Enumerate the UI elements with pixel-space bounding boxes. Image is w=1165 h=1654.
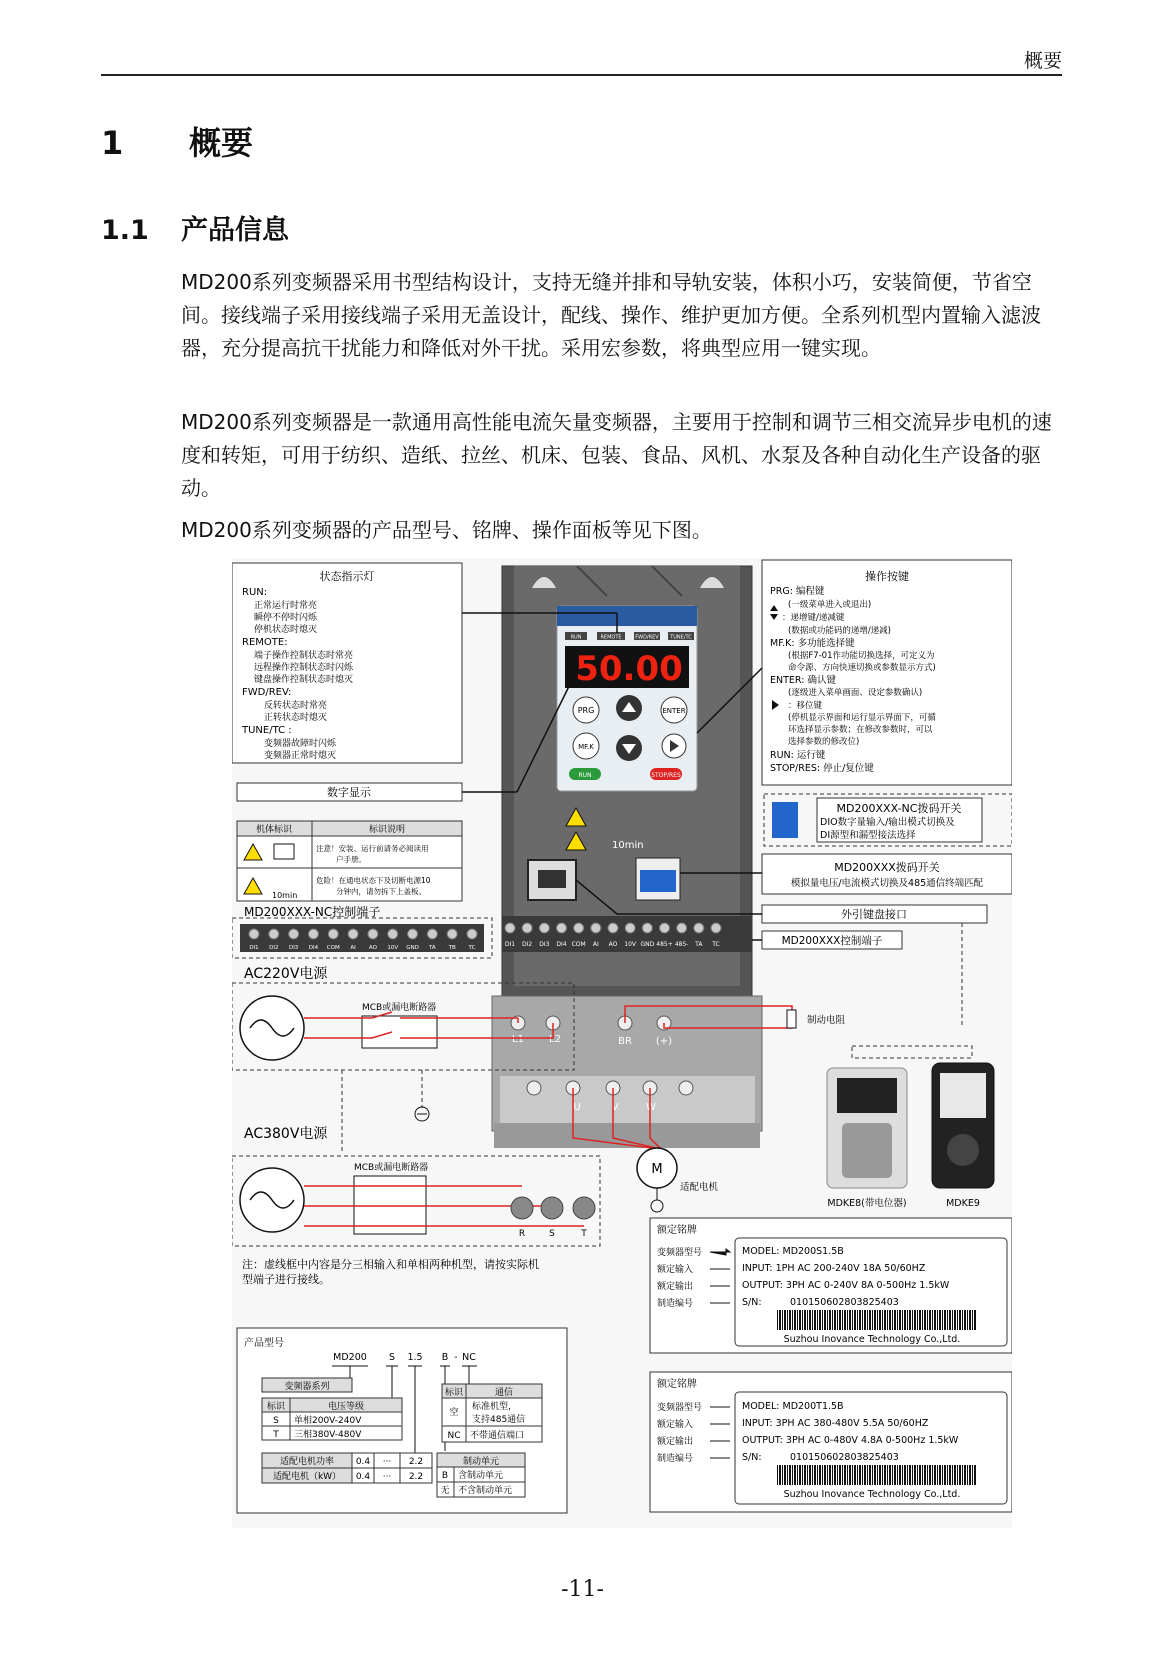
- terminal-screw: [557, 923, 567, 933]
- status-line: FWD/REV:: [242, 687, 292, 698]
- terminal-screw: [249, 929, 259, 939]
- power-cell: ···: [382, 1457, 392, 1467]
- status-line: RUN:: [242, 587, 268, 598]
- terminal-screw: [591, 923, 601, 933]
- terminal-label: TA: [429, 945, 436, 951]
- status-line: 正转状态时熄灭: [264, 713, 328, 723]
- model-title: 产品型号: [244, 1338, 284, 1349]
- brake-resistor-icon: [787, 1010, 796, 1028]
- keys-line: (一级菜单进入或退出): [788, 600, 872, 610]
- led-fwd-label: FWD/REV: [635, 634, 659, 641]
- power-cell: 适配电机功率: [279, 1457, 335, 1467]
- np1-company: Suzhou Inovance Technology Co.,Ltd.: [783, 1334, 961, 1345]
- terminal-screw: [289, 929, 299, 939]
- keys-line: 选择参数的修改位): [788, 737, 860, 747]
- model-code-box: [237, 1328, 567, 1513]
- status-line: 键盘操作控制状态时熄灭: [254, 675, 354, 685]
- mark-10min: 10min: [272, 891, 298, 900]
- mark-table: [237, 821, 462, 901]
- status-line: 反转状态时常亮: [264, 701, 328, 711]
- nameplate-2: [650, 1372, 1012, 1512]
- np2-output: OUTPUT: 3PH AC 0-480V 4.8A 0-500Hz 1.5kW: [742, 1435, 959, 1446]
- terminal-label: COM: [571, 941, 586, 948]
- chapter-title: [101, 118, 253, 164]
- terminal-screw: [447, 929, 457, 939]
- volt-cell: 单相200V-240V: [294, 1416, 362, 1426]
- keypad-panel: [557, 606, 697, 791]
- term-l2: L2: [549, 1034, 561, 1045]
- terminal-screw: [308, 929, 318, 939]
- terminal-label: DI4: [556, 941, 567, 948]
- product-diagram: [232, 558, 1012, 1528]
- power-cell: 2.2: [408, 1472, 424, 1482]
- terminal-label: DI4: [308, 945, 319, 951]
- keys-line: (数据或功能码的递增/递减): [788, 626, 891, 636]
- terminal-screw: [388, 929, 398, 939]
- np1-input: INPUT: 1PH AC 200-240V 18A 50/60HZ: [742, 1263, 926, 1274]
- np1-label: 额定输出: [657, 1282, 694, 1292]
- mark-row1b: 户手册。: [336, 855, 366, 864]
- model-code: 1.5: [407, 1352, 423, 1363]
- nameplate-1: [650, 1218, 1012, 1353]
- keypad-mdke8: [827, 1068, 907, 1188]
- mark-row2: 危险！在通电状态下及切断电源10: [316, 876, 431, 885]
- np2-label: 额定输出: [657, 1437, 694, 1447]
- comm-cell: 不带通信端口: [470, 1431, 525, 1441]
- stop-key[interactable]: STOP/RES: [651, 772, 681, 779]
- body-10min: 10min: [612, 840, 644, 851]
- keys-line: 环选择显示参数；在修改参数时，可以: [788, 725, 933, 735]
- digital-display-label: 数字显示: [327, 786, 371, 799]
- terminal-screw: [608, 923, 618, 933]
- np1-title: 额定铭牌: [657, 1225, 697, 1236]
- terminal-label: GND: [406, 945, 419, 951]
- terminal-label: DI1: [249, 945, 259, 951]
- header-section: 概要: [1023, 50, 1062, 72]
- status-line: TUNE/TC :: [242, 725, 292, 736]
- dip-line: 模拟量电压/电流模式切换及485通信终端匹配: [790, 878, 984, 889]
- status-line: 瞬停不停时闪烁: [254, 613, 318, 623]
- brake-cell: 含制动单元: [458, 1471, 504, 1481]
- model-code: B: [441, 1352, 449, 1363]
- comm-h1: 标识: [444, 1388, 464, 1398]
- comm-cell: NC: [447, 1431, 461, 1441]
- terminal-label: 10V: [624, 941, 637, 948]
- term-br: BR: [618, 1036, 632, 1047]
- status-line: 变频器正常时熄灭: [264, 751, 337, 761]
- np1-label: 额定输入: [657, 1265, 694, 1275]
- volt-cell: T: [273, 1430, 279, 1440]
- nc-dip-title: MD200XXX-NC拨码开关: [836, 802, 962, 815]
- enter-key[interactable]: ENTER: [662, 707, 686, 715]
- mcb2-label: MCB或漏电断路器: [354, 1163, 429, 1173]
- np2-label: 制造编号: [657, 1454, 694, 1464]
- terminal-label: TC: [712, 941, 720, 948]
- terminal-screw: [694, 923, 704, 933]
- term-r: R: [518, 1229, 526, 1239]
- brake-cell: 无: [440, 1486, 450, 1496]
- ac380-label: AC380V电源: [244, 1126, 328, 1142]
- terminal-screw: [348, 929, 358, 939]
- power-cell: 0.4: [355, 1472, 371, 1482]
- terminal-screw: [328, 929, 338, 939]
- section-title: [101, 208, 289, 247]
- terminal-label: TB: [448, 945, 456, 951]
- chapter-number: 1: [101, 124, 124, 162]
- keys-line: PRG: 编程键: [770, 586, 825, 597]
- terminal-screw: [467, 929, 477, 939]
- power-cell: ···: [382, 1472, 392, 1482]
- model-code: NC: [462, 1352, 476, 1363]
- np2-sn-label: S/N:: [742, 1452, 762, 1463]
- brake-title: 制动单元: [462, 1457, 500, 1467]
- terminal-screw: [368, 929, 378, 939]
- power-cell: 0.4: [355, 1457, 371, 1467]
- led-run-label: RUN: [570, 634, 582, 641]
- np1-label: 制造编号: [657, 1299, 694, 1309]
- status-line: 远程操作控制状态时闪烁: [254, 663, 354, 673]
- nc-terminal-label: MD200XXX-NC控制端子: [244, 905, 381, 919]
- page-header: [101, 44, 1062, 76]
- terminal-screw: [660, 923, 670, 933]
- terminal-label: AI: [350, 945, 356, 951]
- brake-res-label: 制动电阻: [807, 1015, 846, 1026]
- terminal-screw: [677, 923, 687, 933]
- terminal-label: DI2: [269, 945, 279, 951]
- term-t: T: [581, 1229, 587, 1239]
- model-code: -: [454, 1352, 458, 1363]
- mcb1-label: MCB或漏电断路器: [362, 1003, 437, 1013]
- term-v: V: [611, 1102, 619, 1113]
- terminal-label: AI: [592, 941, 599, 948]
- paragraph-2: MD200系列变频器是一款通用高性能电流矢量变频器，主要用于控制和调节三相交流异步电机的速度和转矩，可用于纺织、造纸、拉丝、机床、包装、食品、风机、水泵及各种自动化生产设备的驱动。: [181, 410, 1052, 500]
- power-cell: 适配电机（kW）: [272, 1472, 342, 1482]
- keys-line: ：移位键: [788, 701, 823, 711]
- motor-symbol: M: [651, 1162, 663, 1177]
- terminal-label: 485-: [674, 941, 689, 948]
- terminal-screw: [625, 923, 635, 933]
- led-remote-label: REMOTE: [600, 634, 622, 641]
- terminal-screw: [642, 923, 652, 933]
- volt-h1: 标识: [266, 1402, 286, 1412]
- np2-model: MODEL: MD200T1.5B: [742, 1401, 844, 1412]
- volt-h2: 电压等级: [327, 1402, 365, 1412]
- np2-title: 额定铭牌: [657, 1379, 697, 1390]
- terminal-label: GND: [640, 941, 655, 948]
- keys-title: 操作按键: [865, 570, 909, 583]
- terminal-label: 10V: [387, 945, 399, 951]
- terminal-screw: [522, 923, 532, 933]
- comm-cell: 支持485通信: [472, 1415, 526, 1425]
- status-line: 端子操作控制状态时常亮: [254, 651, 354, 661]
- model-code: S: [388, 1352, 396, 1363]
- paragraph-3: MD200系列变频器的产品型号、铭牌、操作面板等见下图。: [181, 518, 712, 542]
- motor-label: 适配电机: [680, 1182, 719, 1193]
- section-number: 1.1: [101, 215, 149, 246]
- np2-company: Suzhou Inovance Technology Co.,Ltd.: [783, 1489, 961, 1500]
- nc-dip-line2: DI源型和漏型接法选择: [820, 830, 916, 841]
- np2-label: 额定输入: [657, 1420, 694, 1430]
- brake-cell: B: [441, 1471, 449, 1481]
- ctrl-terminal-label: MD200XXX控制端子: [781, 935, 883, 947]
- mark-col1: 机体标识: [255, 825, 293, 835]
- brake-cell: 不含制动单元: [458, 1486, 513, 1496]
- terminal-screw: [574, 923, 584, 933]
- terminal-label: DI3: [539, 941, 550, 948]
- note-line2: 型端子进行接线。: [242, 1273, 330, 1286]
- keypad-2-label: MDKE9: [946, 1198, 980, 1209]
- np2-input: INPUT: 3PH AC 380-480V 5.5A 50/60HZ: [742, 1418, 929, 1429]
- term-w: W: [646, 1102, 656, 1113]
- volt-cell: 三相380V-480V: [294, 1430, 362, 1440]
- dip-title: MD200XXX拨码开关: [834, 861, 940, 874]
- mark-col2: 标识说明: [368, 825, 406, 835]
- terminal-screw: [427, 929, 437, 939]
- status-line: 正常运行时常亮: [254, 601, 318, 611]
- comm-cell: 标准机型，: [472, 1402, 518, 1412]
- display-value: 50.00: [575, 649, 683, 689]
- power-cell: 2.2: [408, 1457, 424, 1467]
- terminal-label: AO: [368, 945, 377, 951]
- status-title: 状态指示灯: [319, 570, 375, 583]
- keys-line: 命令源、方向快速切换或参数显示方式): [788, 663, 936, 673]
- np2-label: 变频器型号: [657, 1403, 703, 1413]
- comm-h2: 通信: [494, 1388, 514, 1398]
- keys-line: (停机显示界面和运行显示界面下，可循: [788, 713, 936, 723]
- paragraph-1: MD200系列变频器采用书型结构设计，支持无缝并排和导轨安装，体积小巧，安装简便，节省空间。接线端子采用接线端子采用无盖设计，配线、操作、维护更加方便。全系列机型内置输入滤波器，充分提高抗干扰能力和降低对外干扰。采用宏参数，将典型应用一键实现。: [181, 270, 1041, 360]
- section-name: 产品信息: [181, 215, 289, 246]
- ac220-label: AC220V电源: [244, 966, 328, 982]
- model-series: 变频器系列: [284, 1382, 330, 1392]
- status-line: 停机状态时熄灭: [254, 625, 318, 635]
- np1-sn-label: S/N:: [742, 1297, 762, 1308]
- term-u: U: [573, 1102, 581, 1113]
- keys-line: (根据F7-01作功能切换选择，可定义为: [788, 651, 935, 661]
- np1-output: OUTPUT: 3PH AC 0-240V 8A 0-500Hz 1.5kW: [742, 1280, 950, 1291]
- np2-sn: 010150602803825403: [790, 1452, 899, 1463]
- terminal-label: TC: [468, 945, 476, 951]
- term-plus: (+): [655, 1036, 673, 1047]
- keys-box: [762, 560, 1012, 785]
- ext-keypad-label: 外引键盘接口: [841, 908, 907, 921]
- barcode: [777, 1310, 977, 1330]
- np1-sn: 010150602803825403: [790, 1297, 899, 1308]
- terminal-label: DI1: [504, 941, 516, 948]
- nc-dip-line1: DIO数字量输入/输出模式切换及: [820, 817, 955, 828]
- led-tune-label: TUNE/TC: [670, 634, 692, 641]
- terminal-label: 485+: [656, 941, 673, 948]
- terminal-screw: [505, 923, 515, 933]
- keypad-mdke9: [932, 1063, 994, 1188]
- terminal-label: DI2: [522, 941, 533, 948]
- np1-model: MODEL: MD200S1.5B: [742, 1246, 844, 1257]
- comm-cell: 空: [449, 1408, 459, 1418]
- model-code: MD200: [333, 1352, 367, 1363]
- keys-line: (逐级进入菜单画面、设定参数确认): [788, 688, 923, 698]
- volt-cell: S: [273, 1416, 279, 1426]
- chapter-name: 概要: [189, 124, 254, 162]
- keys-line: RUN: 运行键: [770, 750, 826, 761]
- keypad-1-label: MDKE8(带电位器): [827, 1198, 907, 1209]
- note-line1: 注：虚线框中内容是分三相输入和单相两种机型，请按实际机: [242, 1258, 539, 1271]
- term-s: S: [549, 1229, 555, 1239]
- terminal-screw: [269, 929, 279, 939]
- terminal-label: DI3: [288, 945, 299, 951]
- nc-dip-icon: [772, 802, 798, 838]
- page-number: -11-: [561, 1577, 604, 1602]
- mark-row2b: 分钟内，请勿拆下上盖板。: [336, 887, 426, 896]
- status-line: 变频器故障时闪烁: [264, 739, 337, 749]
- np1-label: 变频器型号: [657, 1248, 703, 1258]
- keys-line: ：递增键/递减键: [782, 613, 845, 623]
- status-line: REMOTE:: [242, 637, 288, 648]
- term-l1: L1: [512, 1034, 524, 1045]
- mark-row1: 注意！安装、运行前请务必阅读用: [316, 844, 429, 853]
- terminal-screw: [539, 923, 549, 933]
- barcode: [777, 1465, 977, 1485]
- terminal-label: AO: [608, 941, 618, 948]
- terminal-screw: [408, 929, 418, 939]
- run-key[interactable]: RUN: [578, 772, 592, 779]
- product-figure: [232, 558, 1012, 1528]
- status-indicator-box: [232, 563, 462, 763]
- terminal-screw: [711, 923, 721, 933]
- terminal-label: TA: [695, 941, 703, 948]
- keys-line: STOP/RES: 停止/复位键: [770, 763, 874, 774]
- prg-key[interactable]: PRG: [577, 706, 595, 715]
- keys-line: ENTER: 确认键: [770, 675, 836, 686]
- terminal-label: COM: [326, 945, 340, 951]
- keys-line: MF.K: 多功能选择键: [770, 638, 855, 649]
- mfk-key[interactable]: MF.K: [578, 743, 594, 751]
